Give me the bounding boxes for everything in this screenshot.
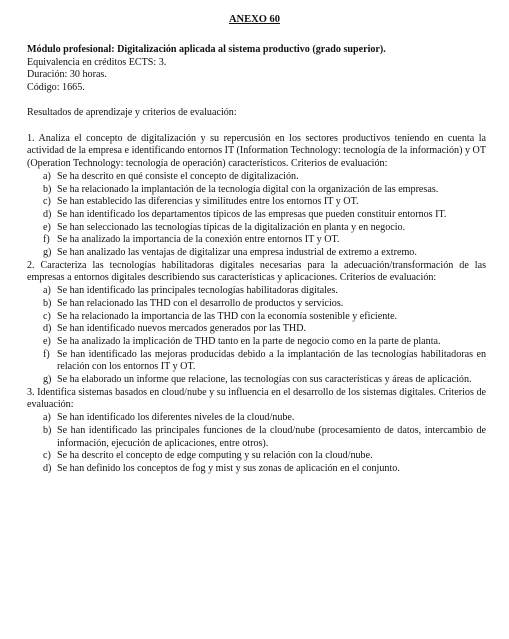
criteria-marker: g) xyxy=(43,374,52,386)
learning-outcomes xyxy=(27,133,486,476)
criteria-item xyxy=(27,222,486,235)
outcome-section xyxy=(27,133,486,260)
results-heading: Resultados de aprendizaje y criterios de evaluación: xyxy=(27,107,237,119)
criteria-item xyxy=(27,209,486,222)
outcome-section xyxy=(27,260,486,387)
criteria-marker: f) xyxy=(43,234,50,246)
criteria-item xyxy=(27,196,486,209)
criteria-marker: d) xyxy=(43,323,52,335)
document-body xyxy=(27,44,486,476)
criteria-marker: b) xyxy=(43,183,52,195)
criteria-item xyxy=(27,463,486,476)
module-duration: Duración: 30 horas. xyxy=(27,69,107,81)
criteria-marker: a) xyxy=(43,285,51,297)
criteria-item xyxy=(27,184,486,197)
criteria-marker: c) xyxy=(43,450,51,462)
criteria-item xyxy=(27,412,486,425)
criteria-text: Se han identificado nuevos mercados generados por las THD. xyxy=(57,323,307,335)
module-credits: Equivalencia en créditos ECTS: 3. xyxy=(27,56,167,68)
criteria-marker: g) xyxy=(43,247,52,259)
annex-title: ANEXO 60 xyxy=(228,14,281,25)
criteria-item xyxy=(27,450,486,463)
outcome-heading: 2. Caracteriza las tecnologías habilitadoras digitales necesarias para la adecuación/transformación de las empresas a entornos digitales describiendo sus características y aplicaciones. Criterios de evaluación: xyxy=(27,259,486,284)
criteria-item xyxy=(27,349,486,374)
criteria-item xyxy=(27,336,486,349)
criteria-text: Se ha descrito en qué consiste el concepto de digitalización. xyxy=(57,170,299,182)
criteria-marker: d) xyxy=(43,208,52,220)
criteria-marker: d) xyxy=(43,462,52,474)
criteria-text: Se han identificado las principales tecnologías habilitadoras digitales. xyxy=(57,285,338,297)
criteria-text: Se ha elaborado un informe que relacione, las tecnologías con sus características y áreas de aplicación. xyxy=(57,374,472,386)
criteria-text: Se han identificado los diferentes niveles de la cloud/nube. xyxy=(57,412,295,424)
criteria-text: Se ha relacionado la importancia de las THD con la economía sostenible y eficiente. xyxy=(57,310,398,322)
criteria-text: Se han relacionado las THD con el desarrollo de productos y servicios. xyxy=(57,297,344,309)
criteria-text: Se han analizado las ventajas de digitalizar una empresa industrial de extremo a extremo. xyxy=(57,247,417,259)
criteria-marker: a) xyxy=(43,170,51,182)
criteria-item xyxy=(27,171,486,184)
criteria-list xyxy=(27,412,486,476)
criteria-text: Se han identificado las mejoras producidas debido a la implantación de las tecnologías habilitadoras en relación con los entornos IT y OT. xyxy=(57,348,486,373)
criteria-list xyxy=(27,285,486,387)
criteria-item xyxy=(27,323,486,336)
criteria-item xyxy=(27,311,486,324)
criteria-marker: b) xyxy=(43,424,52,436)
criteria-marker: f) xyxy=(43,348,50,360)
criteria-text: Se han seleccionado las tecnologías típicas de la digitalización en planta y en negocio. xyxy=(57,221,406,233)
module-title: Módulo profesional: Digitalización aplicada al sistema productivo (grado superior). xyxy=(27,44,386,55)
criteria-item xyxy=(27,285,486,298)
outcome-heading: 3. Identifica sistemas basados en cloud/nube y su influencia en el desarrollo de los sistemas digitales. Criterios de evaluación: xyxy=(27,386,486,411)
criteria-marker: e) xyxy=(43,335,51,347)
criteria-item xyxy=(27,425,486,450)
criteria-text: Se han identificado las principales funciones de la cloud/nube (procesamiento de datos, intercambio de información, ejecución de aplicaciones, entre otros). xyxy=(57,424,486,449)
criteria-list xyxy=(27,171,486,260)
criteria-item xyxy=(27,374,486,387)
criteria-marker: c) xyxy=(43,310,51,322)
criteria-text: Se ha descrito el concepto de edge computing y su relación con la cloud/nube. xyxy=(57,450,373,462)
criteria-item xyxy=(27,298,486,311)
criteria-marker: b) xyxy=(43,297,52,309)
outcome-heading: 1. Analiza el concepto de digitalización y su repercusión en los sectores productivos teniendo en cuenta la actividad de la empresa e identificando entornos IT (Information Technology: tecnología de la información) y OT (Operation Technology: tecnología de operación) característicos. Criterios de evaluación: xyxy=(27,132,486,170)
criteria-marker: e) xyxy=(43,221,51,233)
criteria-text: Se han identificado los departamentos típicos de las empresas que pueden constituir entornos IT. xyxy=(57,208,447,220)
criteria-item xyxy=(27,247,486,260)
module-code: Código: 1665. xyxy=(27,82,85,94)
criteria-item xyxy=(27,234,486,247)
criteria-text: Se ha relacionado la implantación de la tecnología digital con la organización de las empresas. xyxy=(57,183,439,195)
criteria-text: Se han establecido las diferencias y similitudes entre los entornos IT y OT. xyxy=(57,196,359,208)
criteria-text: Se ha analizado la importancia de la conexión entre entornos IT y OT. xyxy=(57,234,340,246)
criteria-marker: a) xyxy=(43,412,51,424)
criteria-text: Se han definido los conceptos de fog y mist y sus zonas de aplicación en el conjunto. xyxy=(57,462,400,474)
outcome-section xyxy=(27,387,486,476)
criteria-marker: c) xyxy=(43,196,51,208)
criteria-text: Se ha analizado la implicación de THD tanto en la parte de negocio como en la parte de planta. xyxy=(57,335,441,347)
